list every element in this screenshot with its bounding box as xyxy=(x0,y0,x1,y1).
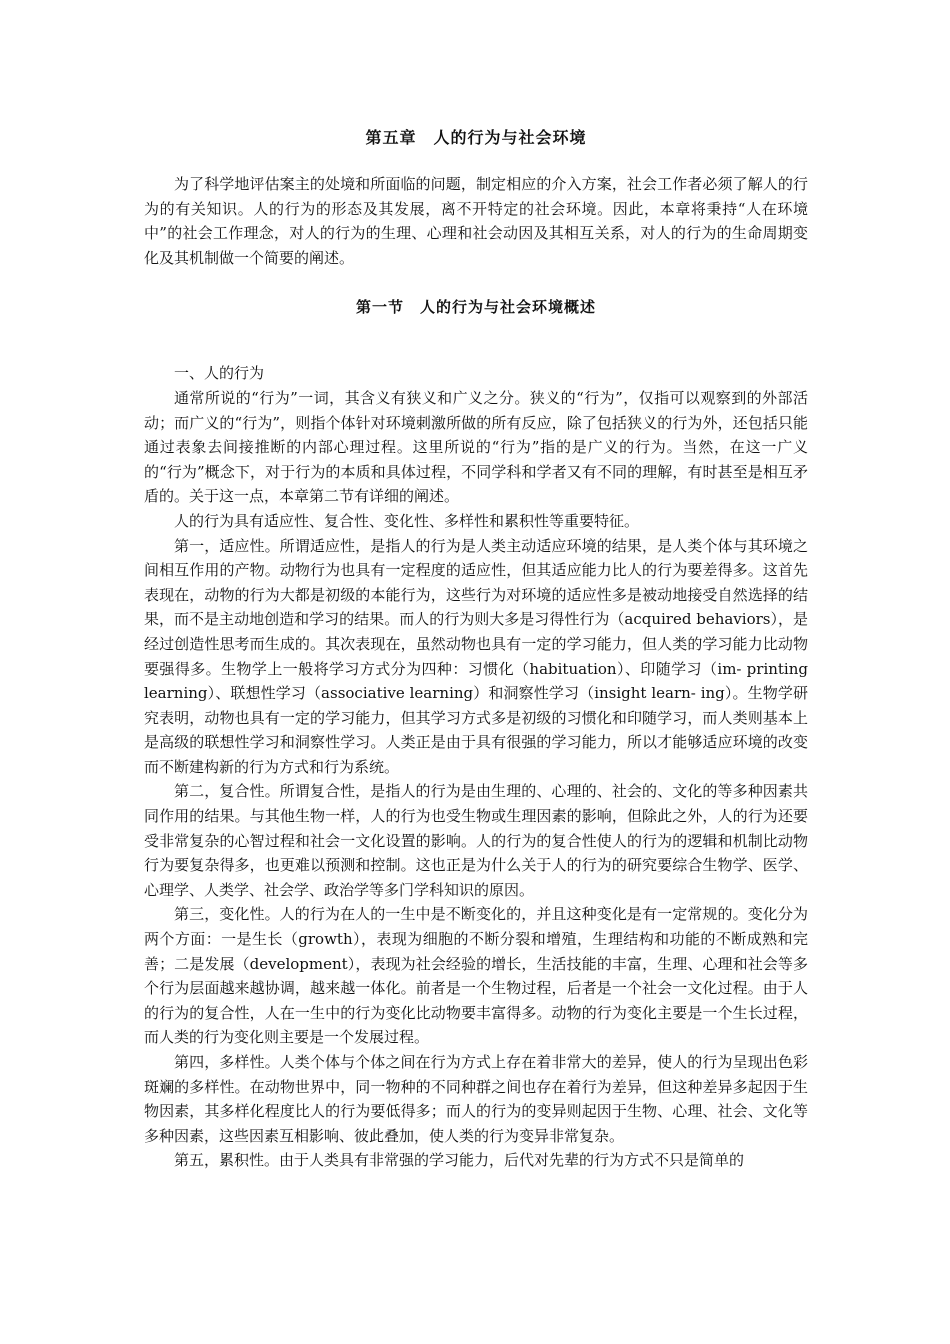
body-paragraph: 第五，累积性。由于人类具有非常强的学习能力，后代对先辈的行为方式不只是简单的 xyxy=(174,1151,745,1170)
body-paragraph: 通常所说的“行为”一词，其含义有狭义和广义之分。狭义的“行为”，仅指可以观察到的外部活动；而广义的“行为”，则指个体针对环境刺激所做的所有反应，除了包括狭义的行为外，还包括只能通过表象去间接推断的内部心理过程。这里所说的“行为”指的是广义的行为。当然，在这一广义的“行为”概念下，对于行为的本质和具体过程，不同学科和学者又有不同的理解，有时甚至是相互矛盾的。关于这一点，本章第二节有详细的阐述。 xyxy=(144,388,808,506)
body-paragraph: 第三，变化性。人的行为在人的一生中是不断变化的，并且这种变化是有一定常规的。变化分为两个方面：一是生长（growth），表现为细胞的不断分裂和增殖，生理结构和功能的不断成熟和完善；二是发展（development），表现为社会经验的增长，生活技能的丰富，生理、心理和社会等多个行为层面越来越协调，越来越一体化。前者是一个生物过程，后者是一个社会一文化过程。由于人的行为的复合性，人在一生中的行为变化比动物要丰富得多。动物的行为变化主要是一个生长过程，而人类的行为变化则主要是一个发展过程。 xyxy=(144,905,808,1047)
intro-paragraph: 为了科学地评估案主的处境和所面临的问题，制定相应的介入方案，社会工作者必须了解人的行为的有关知识。人的行为的形态及其发展，离不开特定的社会环境。因此，本章将秉持“人在环境中”的社会工作理念，对人的行为的生理、心理和社会动因及其相互关系，对人的行为的生命周期变化及其机制做一个简要的阐述。 xyxy=(144,175,808,267)
body-paragraph: 第二，复合性。所谓复合性，是指人的行为是由生理的、心理的、社会的、文化的等多种因素共同作用的结果。与其他生物一样，人的行为也受生物或生理因素的影响，但除此之外，人的行为还要受非常复杂的心智过程和社会一文化设置的影响。人的行为的复合性使人的行为的逻辑和机制比动物行为要复杂得多，也更难以预测和控制。这也正是为什么关于人的行为的研究要综合生物学、医学、心理学、人类学、社会学、政治学等多门学科知识的原因。 xyxy=(144,782,808,899)
section-title: 第一节 人的行为与社会环境概述 xyxy=(355,298,596,317)
body-paragraph: 人的行为具有适应性、复合性、变化性、多样性和累积性等重要特征。 xyxy=(174,511,640,530)
spacer xyxy=(144,270,808,290)
spacer xyxy=(144,325,808,361)
spacer xyxy=(144,155,808,172)
document-page xyxy=(144,120,808,1173)
body-paragraph: 第四，多样性。人类个体与个体之间在行为方式上存在着非常大的差异，使人的行为呈现出色彩斑斓的多样性。在动物世界中，同一物种的不同种群之间也存在着行为差异，但这种差异多起因于生物因素，其多样化程度比人的行为要低得多；而人的行为的变异则起因于生物、心理、社会、文化等多种因素，这些因素互相影响、彼此叠加，使人类的行为变异非常复杂。 xyxy=(144,1053,808,1145)
body-paragraph: 第一，适应性。所谓适应性，是指人的行为是人类主动适应环境的结果，是人类个体与其环境之间相互作用的产物。动物行为也具有一定程度的适应性，但其适应能力比人的行为要差得多。这首先表现在，动物的行为大都是初级的本能行为，这些行为对环境的适应性多是被动地接受自然选择的结果，而不是主动地创造和学习的结果。而人的行为则大多是习得性行为（acquired behaviors），是经过创造性思考而生成的。其次表现在，虽然动物也具有一定的学习能力，但人类的学习能力比动物要强得多。生物学上一般将学习方式分为四种：习惯化（habituation）、印随学习（im- printing learning）、联想性学习（associative learning）和洞察性学习（insight learn- ing）。生物学研究表明，动物也具有一定的学习能力，但其学习方式多是初级的习惯化和印随学习，而人类则基本上是高级的联想性学习和洞察性学习。人类正是由于具有很强的学习能力，所以才能够适应环境的改变而不断建构新的行为方式和行为系统。 xyxy=(144,536,808,776)
subheading: 一、人的行为 xyxy=(174,364,265,383)
chapter-title: 第五章 人的行为与社会环境 xyxy=(365,128,587,147)
